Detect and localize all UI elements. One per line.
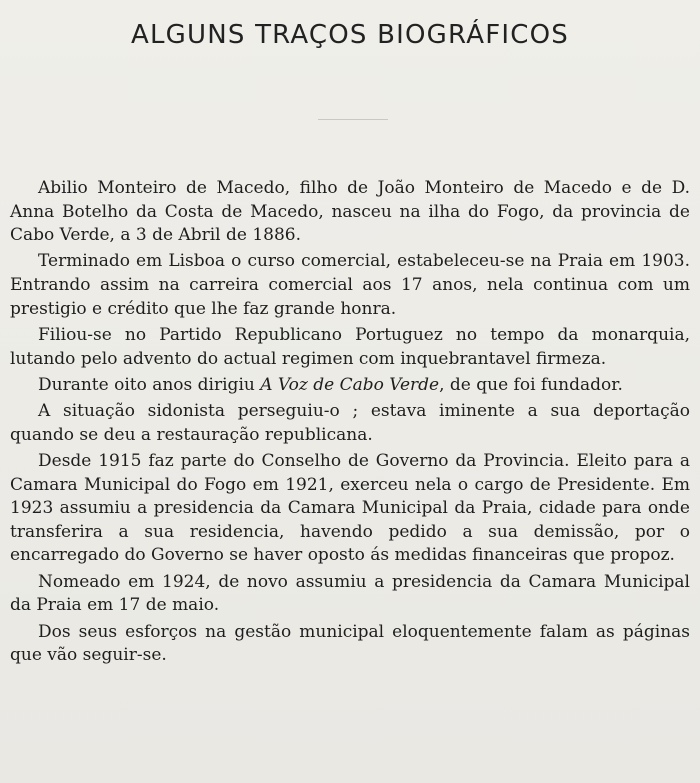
paragraph-nomination: Nomeado em 1924, de novo assumiu a presidencia da Camara Municipal da Praia em 17 de maio. [10, 571, 690, 616]
paragraph-newspaper [10, 374, 690, 398]
page-title: ALGUNS TRAÇOS BIOGRÁFICOS [131, 20, 569, 50]
title-divider [318, 119, 388, 120]
paragraph-birth: Abilio Monteiro de Macedo, filho de João Monteiro de Macedo e de D. Anna Botelho da Costa de Macedo, nasceu na ilha do Fogo, da provincia de Cabo Verde, a 3 de Abril de 1886. [10, 178, 690, 246]
paragraph-career: Terminado em Lisboa o curso comercial, estabeleceu-se na Praia em 1903. Entrando assim na carreira comercial aos 17 anos, nela continua com um prestigio e crédito que lhe faz grande honra. [10, 251, 690, 319]
body-text [10, 177, 690, 670]
paragraph-council: Desde 1915 faz parte do Conselho de Governo da Provincia. Eleito para a Camara Municipal do Fogo em 1921, exerceu nela o cargo de Presidente. Em 1923 assumiu a presidencia da Camara Municipal da Praia, cidade para onde transferira a sua residencia, havendo pedido a sua demissão, por o encarregado do Governo se haver oposto ás medidas financeiras que propoz. [10, 450, 690, 566]
paragraph-party: Filiou-se no Partido Republicano Portuguez no tempo da monarquia, lutando pelo advento do actual regimen com inquebrantavel firmeza. [10, 324, 690, 369]
newspaper-title: A Voz de Cabo Verde [260, 374, 440, 395]
newspaper-text-after: , de que foi fundador. [439, 374, 623, 395]
newspaper-text-before: Durante oito anos dirigiu [38, 374, 261, 395]
paragraph-persecution: A situação sidonista perseguiu-o ; estava iminente a sua deportação quando se deu a restauração republicana. [10, 401, 690, 445]
paragraph-closing: Dos seus esforços na gestão municipal eloquentemente falam as páginas que vão seguir-se. [10, 621, 690, 666]
